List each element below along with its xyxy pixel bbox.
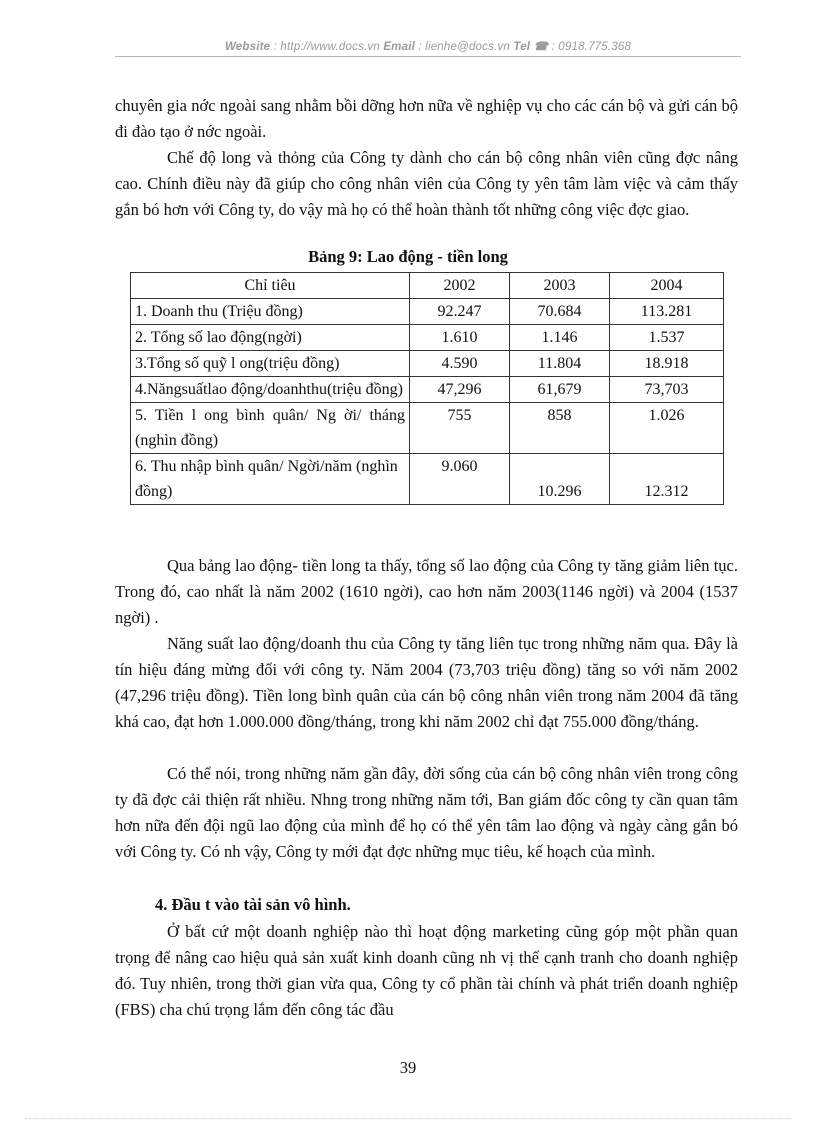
cell-value: 1.537 [610,325,724,351]
cell-value: 755 [410,403,510,454]
header-divider [115,56,741,57]
cell-value: 858 [510,403,610,454]
table-row [131,325,724,351]
row-label: 3.Tổng số quỹ l ong(triệu đồng) [131,351,410,377]
cell-value: 1.610 [410,325,510,351]
footer-divider [25,1118,791,1119]
table-row [131,403,724,454]
header-cell: 2004 [610,273,724,299]
header-cell: Chỉ tiêu [131,273,410,299]
table-row [131,377,724,403]
row-label: 2. Tổng số lao động(ngời) [131,325,410,351]
paragraph-5: Có thể nói, trong những năm gần đây, đời sống của cán bộ công nhân viên trong công ty đã đợc cải thiện rất nhiều. Nhng trong những năm tới, Ban giám đốc công ty cần quan tâm hơn nữa đến đội ngũ lao động của mình để họ có thể yên tâm lao động và ngày càng gắn bó với Công ty. Có nh vậy, Công ty mới đạt đợc những mục tiêu, kế hoạch của mình. [115,764,738,861]
row-label: 6. Thu nhập bình quân/ Ngời/năm (nghìn đồng) [131,454,410,505]
cell-value: 1.026 [610,403,724,454]
cell-value: 12.312 [610,454,724,505]
tel-label: Tel ☎ [513,41,549,53]
cell-value: 47,296 [410,377,510,403]
table-title: Bảng 9: Lao động - tiền long [308,247,508,266]
header-cell: 2002 [410,273,510,299]
paragraph-2: Chế độ long và thỏng của Công ty dành cho cán bộ công nhân viên cũng đợc nâng cao. Chính điều này đã giúp cho công nhân viên của Công ty yên tâm làm việc và cảm thấy gắn bó hơn với Công ty, do vậy mà họ có thể hoàn thành tốt những công việc đợc giao. [115,148,738,219]
row-label: 1. Doanh thu (Triệu đồng) [131,299,410,325]
header-cell: 2003 [510,273,610,299]
website-value: : http://www.docs.vn [270,41,384,53]
cell-value: 113.281 [610,299,724,325]
cell-value: 70.684 [510,299,610,325]
tel-value: : 0918.775.368 [548,41,632,53]
labor-wage-table [130,272,724,505]
page-header [115,39,741,53]
paragraph-3: Qua bảng lao động- tiền long ta thấy, tổng số lao động của Công ty tăng giảm liên tục. Trong đó, cao nhất là năm 2002 (1610 ngời), cao hơn năm 2003(1146 ngời) và 2004 (1537 ngời) . [115,556,738,627]
cell-value: 11.804 [510,351,610,377]
row-label: 5. Tiền l ong bình quân/ Ng ời/ tháng (nghìn đồng) [131,403,410,454]
paragraph-6: Ở bất cứ một doanh nghiệp nào thì hoạt động marketing cũng góp một phần quan trọng để nâng cao hiệu quả sản xuất kinh doanh cũng nh vị thế cạnh tranh cho doanh nghiệp đó. Tuy nhiên, trong thời gian vừa qua, Công ty cổ phần tài chính và phát triển doanh nghiệp (FBS) cha chú trọng lắm đến công tác đầu [115,922,738,1019]
paragraph-1: chuyên gia nớc ngoài sang nhằm bồi dỡng hơn nữa về nghiệp vụ cho các cán bộ và gửi cán bộ đi đào tạo ở nớc ngoài. [115,96,738,141]
cell-value: 73,703 [610,377,724,403]
section-heading: 4. Đầu t vào tài sản vô hình. [155,895,351,914]
row-label: 4.Năngsuấtlao động/doanhthu(triệu đồng) [131,377,410,403]
email-value: : lienhe@docs.vn [415,41,514,53]
cell-value: 4.590 [410,351,510,377]
table-row [131,454,724,505]
cell-value: 10.296 [510,454,610,505]
cell-value: 1.146 [510,325,610,351]
cell-value: 92.247 [410,299,510,325]
email-label: Email [383,41,415,53]
paragraph-4: Năng suất lao động/doanh thu của Công ty tăng liên tục trong những năm qua. Đây là tín hiệu đáng mừng đối với công ty. Năm 2004 (73,703 triệu đồng) tăng so với năm 2002 (47,296 triệu đồng). Tiền long bình quân của cán bộ công nhân viên trong năm 2004 đã tăng khá cao, đạt hơn 1.000.000 đồng/tháng, trong khi năm 2002 chỉ đạt 755.000 đồng/tháng. [115,634,738,731]
table-row [131,351,724,377]
cell-value: 61,679 [510,377,610,403]
table-header-row [131,273,724,299]
page-number: 39 [399,1058,417,1077]
table-row [131,299,724,325]
cell-value: 18.918 [610,351,724,377]
cell-value: 9.060 [410,454,510,505]
website-label: Website [224,41,271,53]
